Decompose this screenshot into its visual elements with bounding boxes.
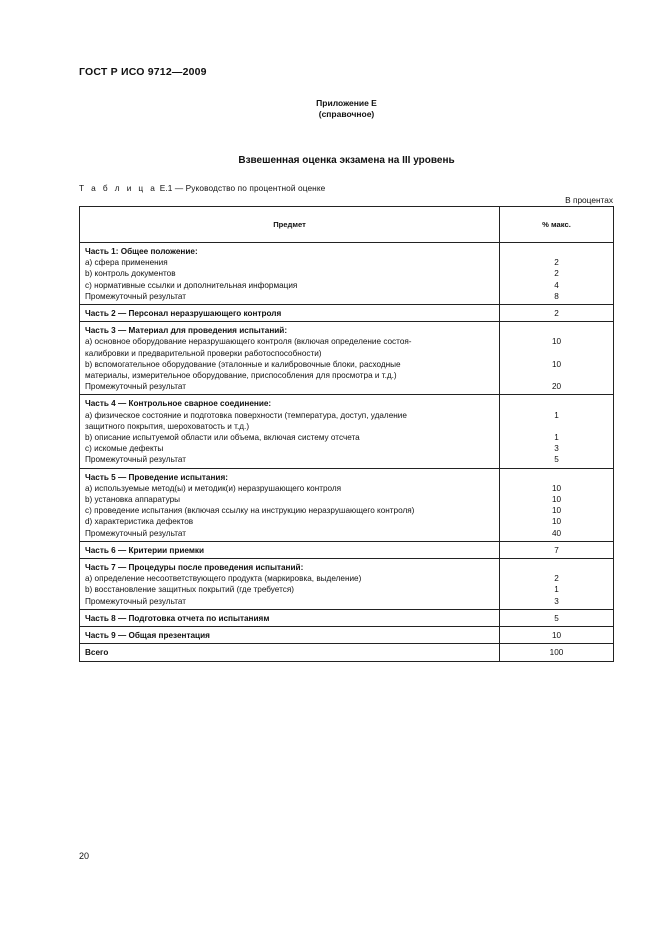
subject-line: b) контроль документов (85, 269, 176, 279)
table-row (80, 395, 614, 468)
percent-value: 2 (554, 574, 559, 584)
table-row (80, 305, 614, 322)
percent-value: 2 (554, 309, 559, 319)
percent-cell (500, 609, 614, 626)
page-title: Взвешенная оценка экзамена на III уровень (238, 155, 455, 166)
subject-cell (80, 627, 500, 644)
subject-line: Всего (85, 648, 109, 658)
table-row (80, 559, 614, 610)
subject-line: Часть 7 — Процедуры после проведения испытаний: (85, 563, 304, 573)
percent-value: 5 (554, 455, 559, 465)
assessment-table (79, 206, 614, 662)
percent-value (500, 348, 613, 359)
subject-line: b) описание испытуемой области или объема, включая систему отсчета (85, 433, 360, 443)
table-header-row (80, 207, 614, 243)
table-row (80, 322, 614, 395)
percent-value: 10 (551, 631, 562, 641)
percent-value: 20 (551, 382, 562, 392)
subject-line: Промежуточный результат (85, 455, 186, 465)
subject-line: Часть 2 — Персонал неразрушающего контроля (85, 309, 282, 319)
percent-value: 7 (554, 545, 559, 555)
subject-line: Часть 1: Общее положение: (85, 247, 198, 256)
percent-cell (500, 322, 614, 395)
percent-value: 5 (554, 613, 559, 623)
subject-line: Часть 8 — Подготовка отчета по испытаниям (85, 613, 270, 623)
subject-line: с) проведение испытания (включая ссылку на инструкцию неразрушающего контроля) (85, 506, 415, 516)
percent-cell (500, 395, 614, 468)
percent-value: 10 (551, 506, 562, 516)
subject-line: материалы, измерительное оборудование, приспособления для просмотра и т.д.) (85, 371, 397, 381)
annex-note: (справочное) (318, 109, 375, 119)
percent-cell (500, 468, 614, 541)
subject-line: а) используемые метод(ы) и методик(и) неразрушающего контроля (85, 483, 342, 493)
subject-line: калибровки и предварительной проверки работоспособности) (85, 348, 322, 358)
table-row (80, 468, 614, 541)
table-caption-prefix: Т а б л и ц а (79, 183, 158, 193)
table-caption-text: Е.1 — Руководство по процентной оценке (157, 183, 326, 193)
percent-value (500, 398, 613, 409)
percent-value: 1 (554, 410, 559, 420)
percent-value: 10 (551, 517, 562, 527)
percent-value: 10 (551, 359, 562, 369)
percent-value: 2 (554, 258, 559, 268)
subject-cell (80, 559, 500, 610)
percent-cell (500, 627, 614, 644)
percent-cell (500, 243, 614, 305)
percent-value: 40 (551, 528, 562, 538)
subject-line: с) искомые дефекты (85, 444, 164, 454)
subject-line: Часть 3 — Материал для проведения испытаний: (85, 326, 288, 336)
percent-cell (500, 559, 614, 610)
percent-value: 8 (554, 291, 559, 301)
subject-line: Промежуточный результат (85, 596, 186, 606)
subject-line: Промежуточный результат (85, 528, 186, 538)
percent-value: 10 (551, 495, 562, 505)
subject-line: b) установка аппаратуры (85, 495, 181, 505)
percent-value: 1 (554, 585, 559, 595)
percent-cell (500, 541, 614, 558)
column-header-percent: % макс. (500, 207, 614, 243)
subject-line: Часть 4 — Контрольное сварное соединение: (85, 399, 272, 409)
percent-value: 2 (554, 269, 559, 279)
subject-line: а) сфера применения (85, 258, 168, 268)
percent-value (500, 325, 613, 336)
percent-value (500, 562, 613, 573)
subject-line: а) основное оборудование неразрушающего контроля (включая определение состоя- (85, 337, 412, 347)
percent-value (500, 421, 613, 432)
table-row (80, 609, 614, 626)
subject-line: Часть 9 — Общая презентация (85, 631, 210, 641)
percent-value: 10 (551, 337, 562, 347)
subject-line: защитного покрытия, шероховатость и т.д.) (85, 421, 250, 431)
subject-cell (80, 305, 500, 322)
percent-value: 1 (554, 433, 559, 443)
subject-cell (80, 609, 500, 626)
subject-line: Промежуточный результат (85, 382, 186, 392)
subject-cell (80, 395, 500, 468)
percent-value: 3 (554, 444, 559, 454)
percent-cell (500, 305, 614, 322)
percent-cell (500, 644, 614, 661)
subject-cell (80, 541, 500, 558)
table-row (80, 627, 614, 644)
percent-value (500, 370, 613, 381)
subject-line: Часть 6 — Критерии приемки (85, 545, 205, 555)
percent-value: 4 (554, 280, 559, 290)
subject-line: b) вспомогательное оборудование (эталонные и калибровочные блоки, расходные (85, 359, 401, 369)
table-body (80, 243, 614, 662)
percent-value: 100 (549, 648, 564, 658)
percent-value (500, 472, 613, 483)
subject-cell (80, 644, 500, 661)
percent-value: 10 (551, 483, 562, 493)
table-row (80, 644, 614, 661)
table-caption (79, 183, 325, 193)
subject-line: Часть 5 — Проведение испытания: (85, 472, 228, 482)
subject-line: с) нормативные ссылки и дополнительная информация (85, 280, 298, 290)
percent-value: 3 (554, 596, 559, 606)
subject-line: Промежуточный результат (85, 291, 186, 301)
percent-value (500, 246, 613, 257)
subject-line: d) характеристика дефектов (85, 517, 194, 527)
subject-cell (80, 468, 500, 541)
units-note: В процентах (565, 195, 613, 205)
column-header-subject: Предмет (80, 207, 500, 243)
subject-line: а) определение несоответствующего продукта (маркировка, выделение) (85, 574, 362, 584)
annex-label: Приложение Е (316, 98, 377, 108)
table-row (80, 541, 614, 558)
subject-cell (80, 322, 500, 395)
table-row (80, 243, 614, 305)
subject-cell (80, 243, 500, 305)
page-number: 20 (79, 851, 90, 861)
subject-line: а) физическое состояние и подготовка поверхности (температура, доступ, удаление (85, 410, 407, 420)
document-header: ГОСТ Р ИСО 9712—2009 (79, 66, 207, 78)
subject-line: b) восстановление защитных покрытий (где требуется) (85, 585, 294, 595)
